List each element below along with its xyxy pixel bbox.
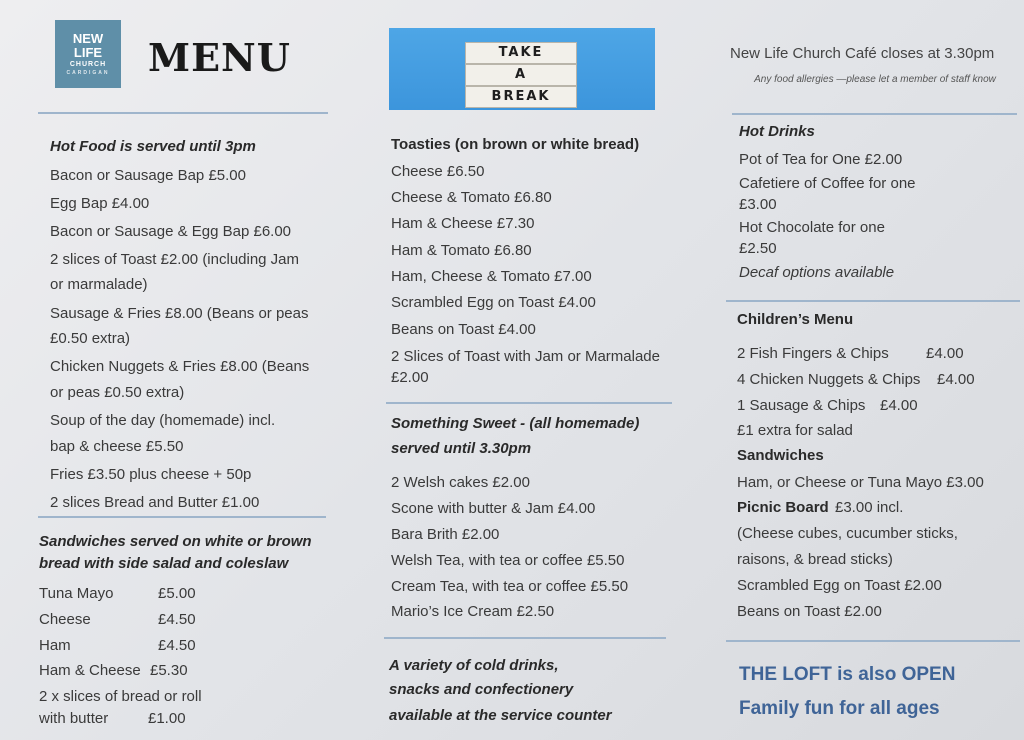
cold-drinks-line: available at the service counter	[389, 707, 612, 724]
decaf-note: Decaf options available	[739, 264, 895, 281]
cold-drinks-line: snacks and confectionery	[389, 681, 574, 698]
sweet-heading-1: Something Sweet - (all homemade)	[391, 415, 640, 432]
toastie-item: Ham & Tomato £6.80	[391, 242, 532, 259]
children-extra-item: Scrambled Egg on Toast £2.00	[737, 577, 942, 594]
hot-food-item: Egg Bap £4.00	[50, 195, 150, 212]
bread-line-2: with butter	[39, 710, 109, 727]
logo-line-2: LIFE	[73, 45, 103, 60]
hot-food-item: bap & cheese £5.50	[50, 438, 184, 455]
banner-word: TAKE	[465, 42, 577, 64]
children-item-price: £4.00	[926, 345, 964, 362]
church-logo	[55, 20, 121, 88]
hot-food-item: Sausage & Fries £8.00 (Beans or peas	[50, 305, 309, 322]
childrens-menu-heading: Children’s Menu	[737, 311, 854, 328]
loft-line-2: Family fun for all ages	[739, 698, 940, 719]
hot-food-item: 2 slices Bread and Butter £1.00	[50, 494, 260, 511]
divider	[732, 113, 1017, 115]
toastie-item: Ham, Cheese & Tomato £7.00	[391, 268, 592, 285]
sandwich-name: Ham & Cheese	[39, 662, 141, 679]
children-item-name: 1 Sausage & Chips	[737, 397, 866, 414]
hot-food-item: or peas £0.50 extra)	[50, 384, 185, 401]
hot-drink-item: £3.00	[739, 196, 777, 213]
sandwich-name: Cheese	[39, 611, 91, 628]
hot-drinks-heading: Hot Drinks	[739, 123, 815, 140]
sandwiches-heading-1: Sandwiches served on white or brown	[39, 533, 312, 550]
hot-drink-item: Hot Chocolate for one	[739, 219, 885, 236]
divider	[726, 640, 1020, 642]
toasties-heading: Toasties (on brown or white bread)	[391, 136, 640, 153]
picnic-board-desc: (Cheese cubes, cucumber sticks,	[737, 525, 958, 542]
hot-drink-item: Cafetiere of Coffee for one	[739, 175, 916, 192]
children-item-price: £4.00	[937, 371, 975, 388]
banner-word: A	[465, 64, 577, 86]
closing-notice: New Life Church Café closes at 3.30pm	[730, 45, 995, 62]
allergy-notice: Any food allergies —please let a member of staff know	[754, 74, 996, 85]
sandwich-price: £5.30	[150, 662, 188, 679]
logo-line-3: CHURCH	[69, 61, 107, 68]
sweet-item: Bara Brith £2.00	[391, 526, 500, 543]
children-sandwiches-line: Ham, or Cheese or Tuna Mayo £3.00	[737, 474, 984, 491]
hot-food-item: 2 slices of Toast £2.00 (including Jam	[50, 251, 300, 268]
children-item-name: 4 Chicken Nuggets & Chips	[737, 371, 921, 388]
sweet-item: Welsh Tea, with tea or coffee £5.50	[391, 552, 625, 569]
children-extra-item: Beans on Toast £2.00	[737, 603, 882, 620]
toastie-item: Scrambled Egg on Toast £4.00	[391, 294, 596, 311]
divider	[384, 637, 666, 639]
sweet-item: Scone with butter & Jam £4.00	[391, 500, 596, 517]
sweet-heading-2: served until 3.30pm	[391, 440, 532, 457]
divider	[38, 516, 326, 518]
sandwich-price: £5.00	[158, 585, 196, 602]
toastie-item: Ham & Cheese £7.30	[391, 215, 535, 232]
logo-line-1: NEW	[72, 31, 104, 46]
toastie-item: Beans on Toast £4.00	[391, 321, 536, 338]
picnic-board-price: £3.00 incl.	[835, 499, 904, 516]
sweet-item: Mario’s Ice Cream £2.50	[391, 603, 555, 620]
hot-food-item: £0.50 extra)	[50, 330, 131, 347]
hot-drink-item: £2.50	[739, 240, 777, 257]
sweet-item: Cream Tea, with tea or coffee £5.50	[391, 578, 629, 595]
divider	[38, 112, 328, 114]
loft-line-1: THE LOFT is also OPEN	[739, 664, 956, 685]
sandwich-price: £4.50	[158, 611, 196, 628]
bread-line-1: 2 x slices of bread or roll	[39, 688, 202, 705]
toastie-item: 2 Slices of Toast with Jam or Marmalade	[391, 348, 660, 365]
hot-food-item: Soup of the day (homemade) incl.	[50, 412, 276, 429]
logo-line-4: CARDIGAN	[66, 70, 110, 76]
toastie-item: £2.00	[391, 369, 429, 386]
sandwiches-heading-2: bread with side salad and coleslaw	[39, 555, 289, 572]
children-item-name: 2 Fish Fingers & Chips	[737, 345, 889, 362]
sandwich-price: £4.50	[158, 637, 196, 654]
divider	[726, 300, 1020, 302]
hot-food-item: or marmalade)	[50, 276, 148, 293]
picnic-board-label: Picnic Board	[737, 499, 829, 516]
hot-food-heading: Hot Food is served until 3pm	[50, 138, 256, 155]
hot-food-item: Fries £3.50 plus cheese + 50p	[50, 466, 252, 483]
sweet-item: 2 Welsh cakes £2.00	[391, 474, 530, 491]
hot-food-item: Bacon or Sausage Bap £5.00	[50, 167, 246, 184]
bread-price: £1.00	[148, 710, 186, 727]
divider	[386, 402, 672, 404]
sandwich-name: Ham	[39, 637, 71, 654]
cold-drinks-line: A variety of cold drinks,	[389, 657, 559, 674]
menu-title: MENU	[148, 35, 291, 80]
hot-food-item: Bacon or Sausage & Egg Bap £6.00	[50, 223, 292, 240]
salad-note: £1 extra for salad	[737, 422, 853, 439]
children-sandwiches-heading: Sandwiches	[737, 447, 824, 464]
picnic-board-desc: raisons, & bread sticks)	[737, 551, 893, 568]
banner-word: BREAK	[465, 86, 577, 108]
hot-food-item: Chicken Nuggets & Fries £8.00 (Beans	[50, 358, 310, 375]
children-item-price: £4.00	[880, 397, 918, 414]
hot-drink-item: Pot of Tea for One £2.00	[739, 151, 903, 168]
toastie-item: Cheese £6.50	[391, 163, 485, 180]
take-a-break-banner	[389, 28, 655, 110]
sandwich-name: Tuna Mayo	[39, 585, 114, 602]
toastie-item: Cheese & Tomato £6.80	[391, 189, 552, 206]
